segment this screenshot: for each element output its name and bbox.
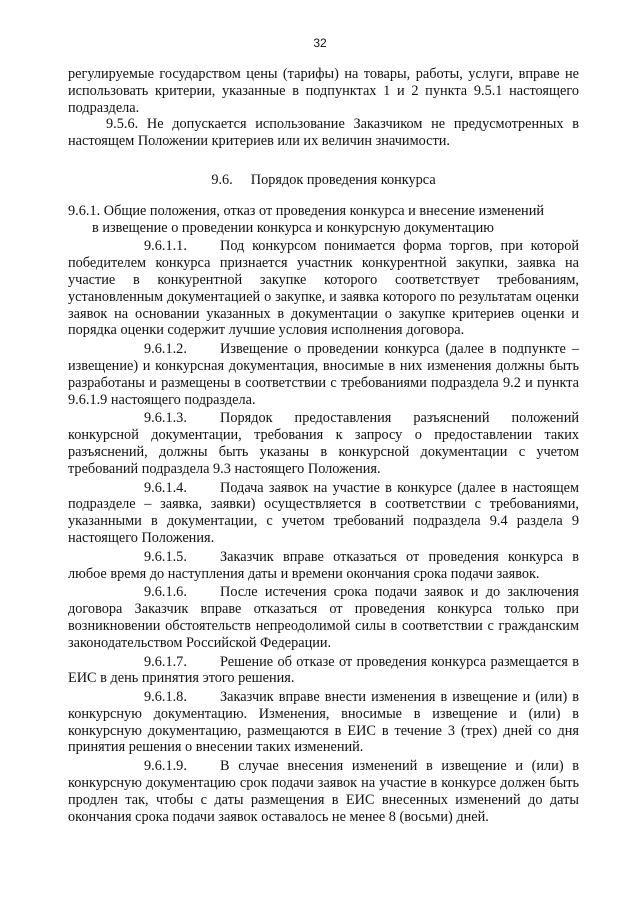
clause: [68, 410, 579, 477]
clause-text: Порядок предоставления разъяснений положений конкурсной документации, требования к запросу о предоставлении таких разъяснений, должны быть указаны в конкурсной документации с учетом требований подраздела 9.3 настоящего Положения.: [68, 410, 579, 477]
clause-text: В случае внесения изменений в извещение и (или) в конкурсную документацию срок подачи заявок на участие в конкурсе должен быть продлен так, чтобы с даты размещения в ЕИС внесенных изменений до даты окончания срока подачи заявок оставалось не менее 8 (восьми) дней.: [68, 758, 579, 825]
clause-number: 9.6.1.4.: [144, 479, 187, 496]
subsection-heading-line: 9.6.1. Общие положения, отказ от проведения конкурса и внесение изменений: [68, 202, 545, 219]
section-heading: [68, 172, 579, 189]
clause: [68, 758, 579, 825]
clause-number: 9.6.1.1.: [144, 238, 187, 255]
clause: [68, 654, 579, 688]
clause-number: 9.6.1.6.: [144, 584, 187, 601]
paragraph: 9.5.6. Не допускается использование Заказчиком не предусмотренных в настоящем Положении критериев или их величин значимости.: [68, 116, 579, 150]
clause-text: Заказчик вправе отказаться от проведения конкурса в любое время до наступления даты и времени окончания срока подачи заявок.: [68, 548, 579, 582]
clause-text: Под конкурсом понимается форма торгов, при которой победителем конкурса признается участник конкурентной закупки, заявка на участие в конкурентной закупке которого соответствует требованиям, установленным документацией о закупке, и заявка которого по результатам оценки заявок на основании указанных в документации о закупке критериев оценки и порядка оценки содержит лучшие условия исполнения договора.: [68, 238, 579, 339]
paragraph: регулируемые государством цены (тарифы) на товары, работы, услуги, вправе не использовать критерии, указанные в подпунктах 1 и 2 пункта 9.5.1 настоящего подраздела.: [68, 66, 579, 116]
clause: [68, 689, 579, 756]
clause-number: 9.6.1.8.: [144, 689, 187, 706]
clause-number: 9.6.1.5.: [144, 548, 187, 565]
clause-text: Заказчик вправе внести изменения в извещение и (или) в конкурсную документацию. Изменения, вносимые в извещение и (или) в конкурсную документацию, размещаются в ЕИС в течение 3 (трех) дней со дня принятия решения о внесении таких изменений.: [68, 689, 579, 756]
clause: [68, 549, 579, 583]
clause: [68, 238, 579, 339]
page-number: 32: [313, 36, 327, 50]
clause-number: 9.6.1.7.: [144, 653, 187, 670]
clause-number: 9.6.1.3.: [144, 410, 187, 427]
clause-text: Подача заявок на участие в конкурсе (далее в настоящем подразделе – заявка, заявки) осуществляется в соответствии с требованиями, указанными в документации, с учетом требований подраздела 9.4 раздела 9 настоящего Положения.: [68, 479, 579, 546]
subsection-heading: [68, 203, 579, 237]
clause-text: После истечения срока подачи заявок и до заключения договора Заказчик вправе отказаться от проведения конкурса только при возникновении обстоятельств непреодолимой силы в соответствии с гражданским законодательством Российской Федерации.: [68, 584, 579, 651]
subsection-heading-line: в извещение о проведении конкурса и конкурсную документацию: [92, 219, 494, 236]
clause-text: Извещение о проведении конкурса (далее в подпункте – извещение) и конкурсная документация, вносимые в них изменения должны быть разработаны и размещены в соответствии с требованиями подраздела 9.2 и пункта 9.6.1.9 настоящего подраздела.: [68, 341, 579, 408]
section-number: 9.6.: [211, 171, 233, 188]
clause-text: Решение об отказе от проведения конкурса размещается в ЕИС в день принятия этого решения.: [68, 653, 579, 687]
section-title: Порядок проведения конкурса: [250, 171, 436, 188]
document-body: [68, 66, 579, 825]
clause: [68, 480, 579, 547]
clause-number: 9.6.1.9.: [144, 758, 187, 775]
clause: [68, 584, 579, 651]
clause: [68, 341, 579, 408]
clause-number: 9.6.1.2.: [144, 341, 187, 358]
